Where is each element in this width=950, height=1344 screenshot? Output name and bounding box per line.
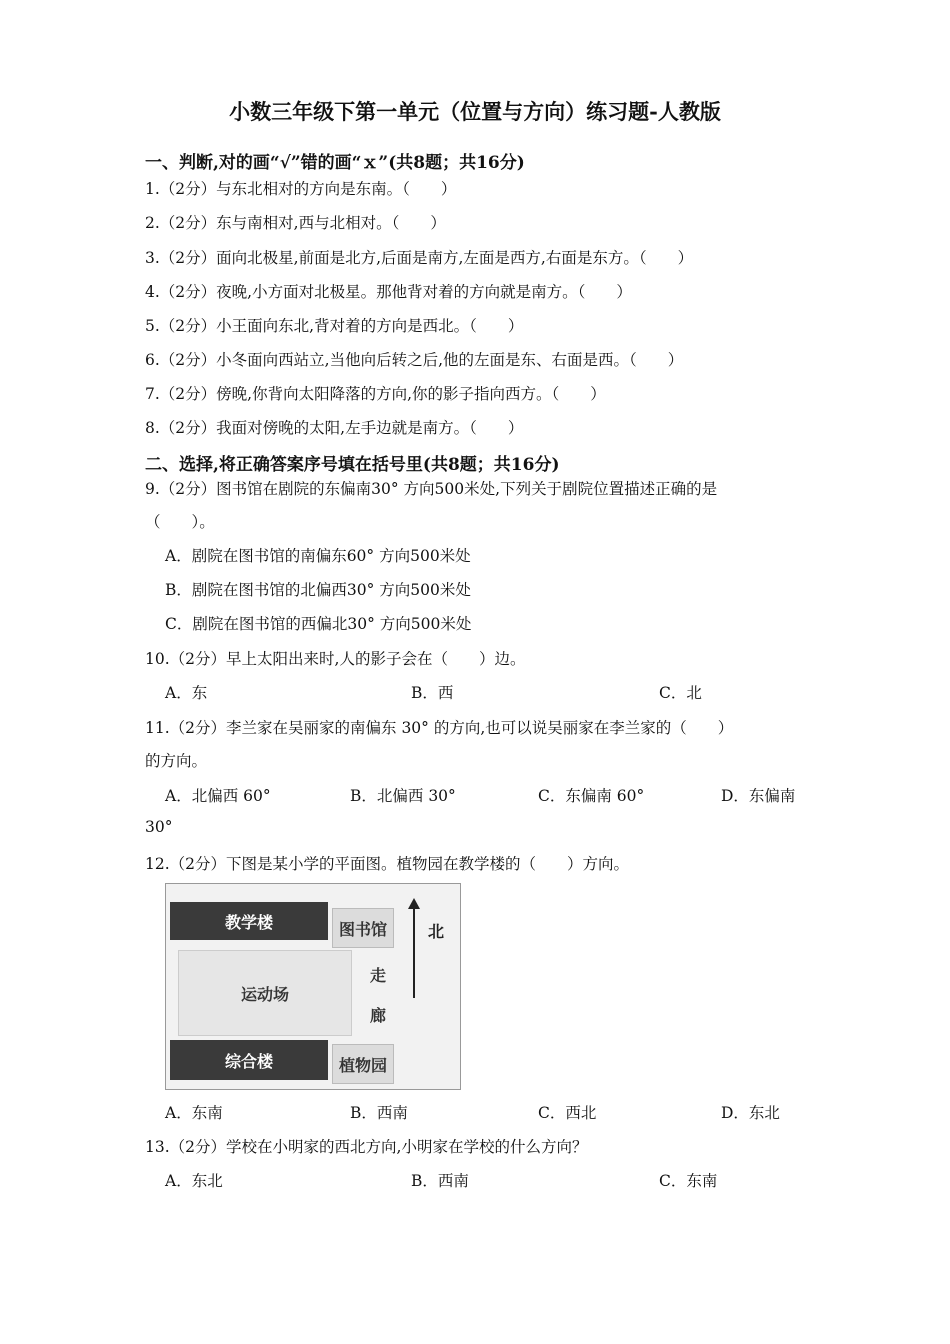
page-title: 小数三年级下第一单元（位置与方向）练习题-人教版 bbox=[229, 99, 721, 124]
map-teaching-building: 教学楼 bbox=[170, 902, 328, 940]
question-5: 5.（2分）小王面向东北,背对着的方向是西北。（ ） bbox=[145, 317, 524, 335]
question-13: 13.（2分）学校在小明家的西北方向,小明家在学校的什么方向？ bbox=[145, 1138, 588, 1156]
question-7: 7.（2分）傍晚,你背向太阳降落的方向,你的影子指向西方。（ ） bbox=[145, 385, 606, 403]
q9-option-a: A．剧院在图书馆的南偏东60° 方向500米处 bbox=[165, 547, 471, 565]
q13-option-a: A．东北 bbox=[165, 1172, 223, 1190]
section-1-heading: 一、判断,对的画“√”错的画“ｘ”(共8题；共16分) bbox=[145, 153, 525, 173]
q9-option-c: C．剧院在图书馆的西偏北30° 方向500米处 bbox=[165, 615, 472, 633]
q9-option-b: B．剧院在图书馆的北偏西30° 方向500米处 bbox=[165, 581, 471, 599]
q12-option-b: B．西南 bbox=[350, 1104, 408, 1122]
map-corridor-char-1: 走 bbox=[369, 965, 386, 985]
question-3: 3.（2分）面向北极星,前面是北方,后面是南方,左面是西方,右面是东方。（ ） bbox=[145, 249, 694, 267]
map-playground: 运动场 bbox=[178, 950, 352, 1036]
question-11-cont: 的方向。 bbox=[145, 752, 208, 770]
school-plan-map bbox=[165, 883, 461, 1090]
map-library: 图书馆 bbox=[332, 908, 394, 948]
q12-option-c: C．西北 bbox=[538, 1104, 597, 1122]
north-arrow-shaft bbox=[413, 906, 415, 998]
question-2: 2.（2分）东与南相对,西与北相对。（ ） bbox=[145, 214, 446, 232]
question-9-cont: （ ）。 bbox=[145, 513, 215, 531]
question-6: 6.（2分）小冬面向西站立,当他向后转之后,他的左面是东、右面是西。（ ） bbox=[145, 351, 684, 369]
q13-option-b: B．西南 bbox=[411, 1172, 469, 1190]
q10-option-c: C．北 bbox=[659, 684, 702, 702]
q11-option-a: A．北偏西 60° bbox=[165, 787, 271, 805]
q11-option-d-wrap: 30° bbox=[145, 818, 173, 836]
map-north-label: 北 bbox=[427, 921, 444, 941]
q10-option-b: B．西 bbox=[411, 684, 454, 702]
question-10: 10.（2分）早上太阳出来时,人的影子会在（ ）边。 bbox=[145, 650, 526, 668]
question-1: 1.（2分）与东北相对的方向是东南。（ ） bbox=[145, 180, 457, 198]
q11-option-d: D．东偏南 bbox=[721, 787, 796, 805]
q11-option-c: C．东偏南 60° bbox=[538, 787, 645, 805]
q12-option-a: A．东南 bbox=[165, 1104, 223, 1122]
map-botanical-garden: 植物园 bbox=[332, 1044, 394, 1084]
question-12: 12.（2分）下图是某小学的平面图。植物园在教学楼的（ ）方向。 bbox=[145, 855, 630, 873]
q10-option-a: A．东 bbox=[165, 684, 208, 702]
q12-option-d: D．东北 bbox=[721, 1104, 780, 1122]
map-corridor-char-2: 廊 bbox=[369, 1005, 386, 1025]
section-2-heading: 二、选择,将正确答案序号填在括号里(共8题；共16分) bbox=[145, 455, 560, 475]
question-9: 9.（2分）图书馆在剧院的东偏南30° 方向500米处,下列关于剧院位置描述正确的是 bbox=[145, 480, 718, 498]
q13-option-c: C．东南 bbox=[659, 1172, 718, 1190]
question-4: 4.（2分）夜晚,小方面对北极星。那他背对着的方向就是南方。（ ） bbox=[145, 283, 632, 301]
map-complex-building: 综合楼 bbox=[170, 1040, 328, 1080]
q11-option-b: B．北偏西 30° bbox=[350, 787, 456, 805]
question-8: 8.（2分）我面对傍晚的太阳,左手边就是南方。（ ） bbox=[145, 419, 524, 437]
question-11: 11.（2分）李兰家在吴丽家的南偏东 30° 的方向,也可以说吴丽家在李兰家的（ ） bbox=[145, 719, 734, 737]
